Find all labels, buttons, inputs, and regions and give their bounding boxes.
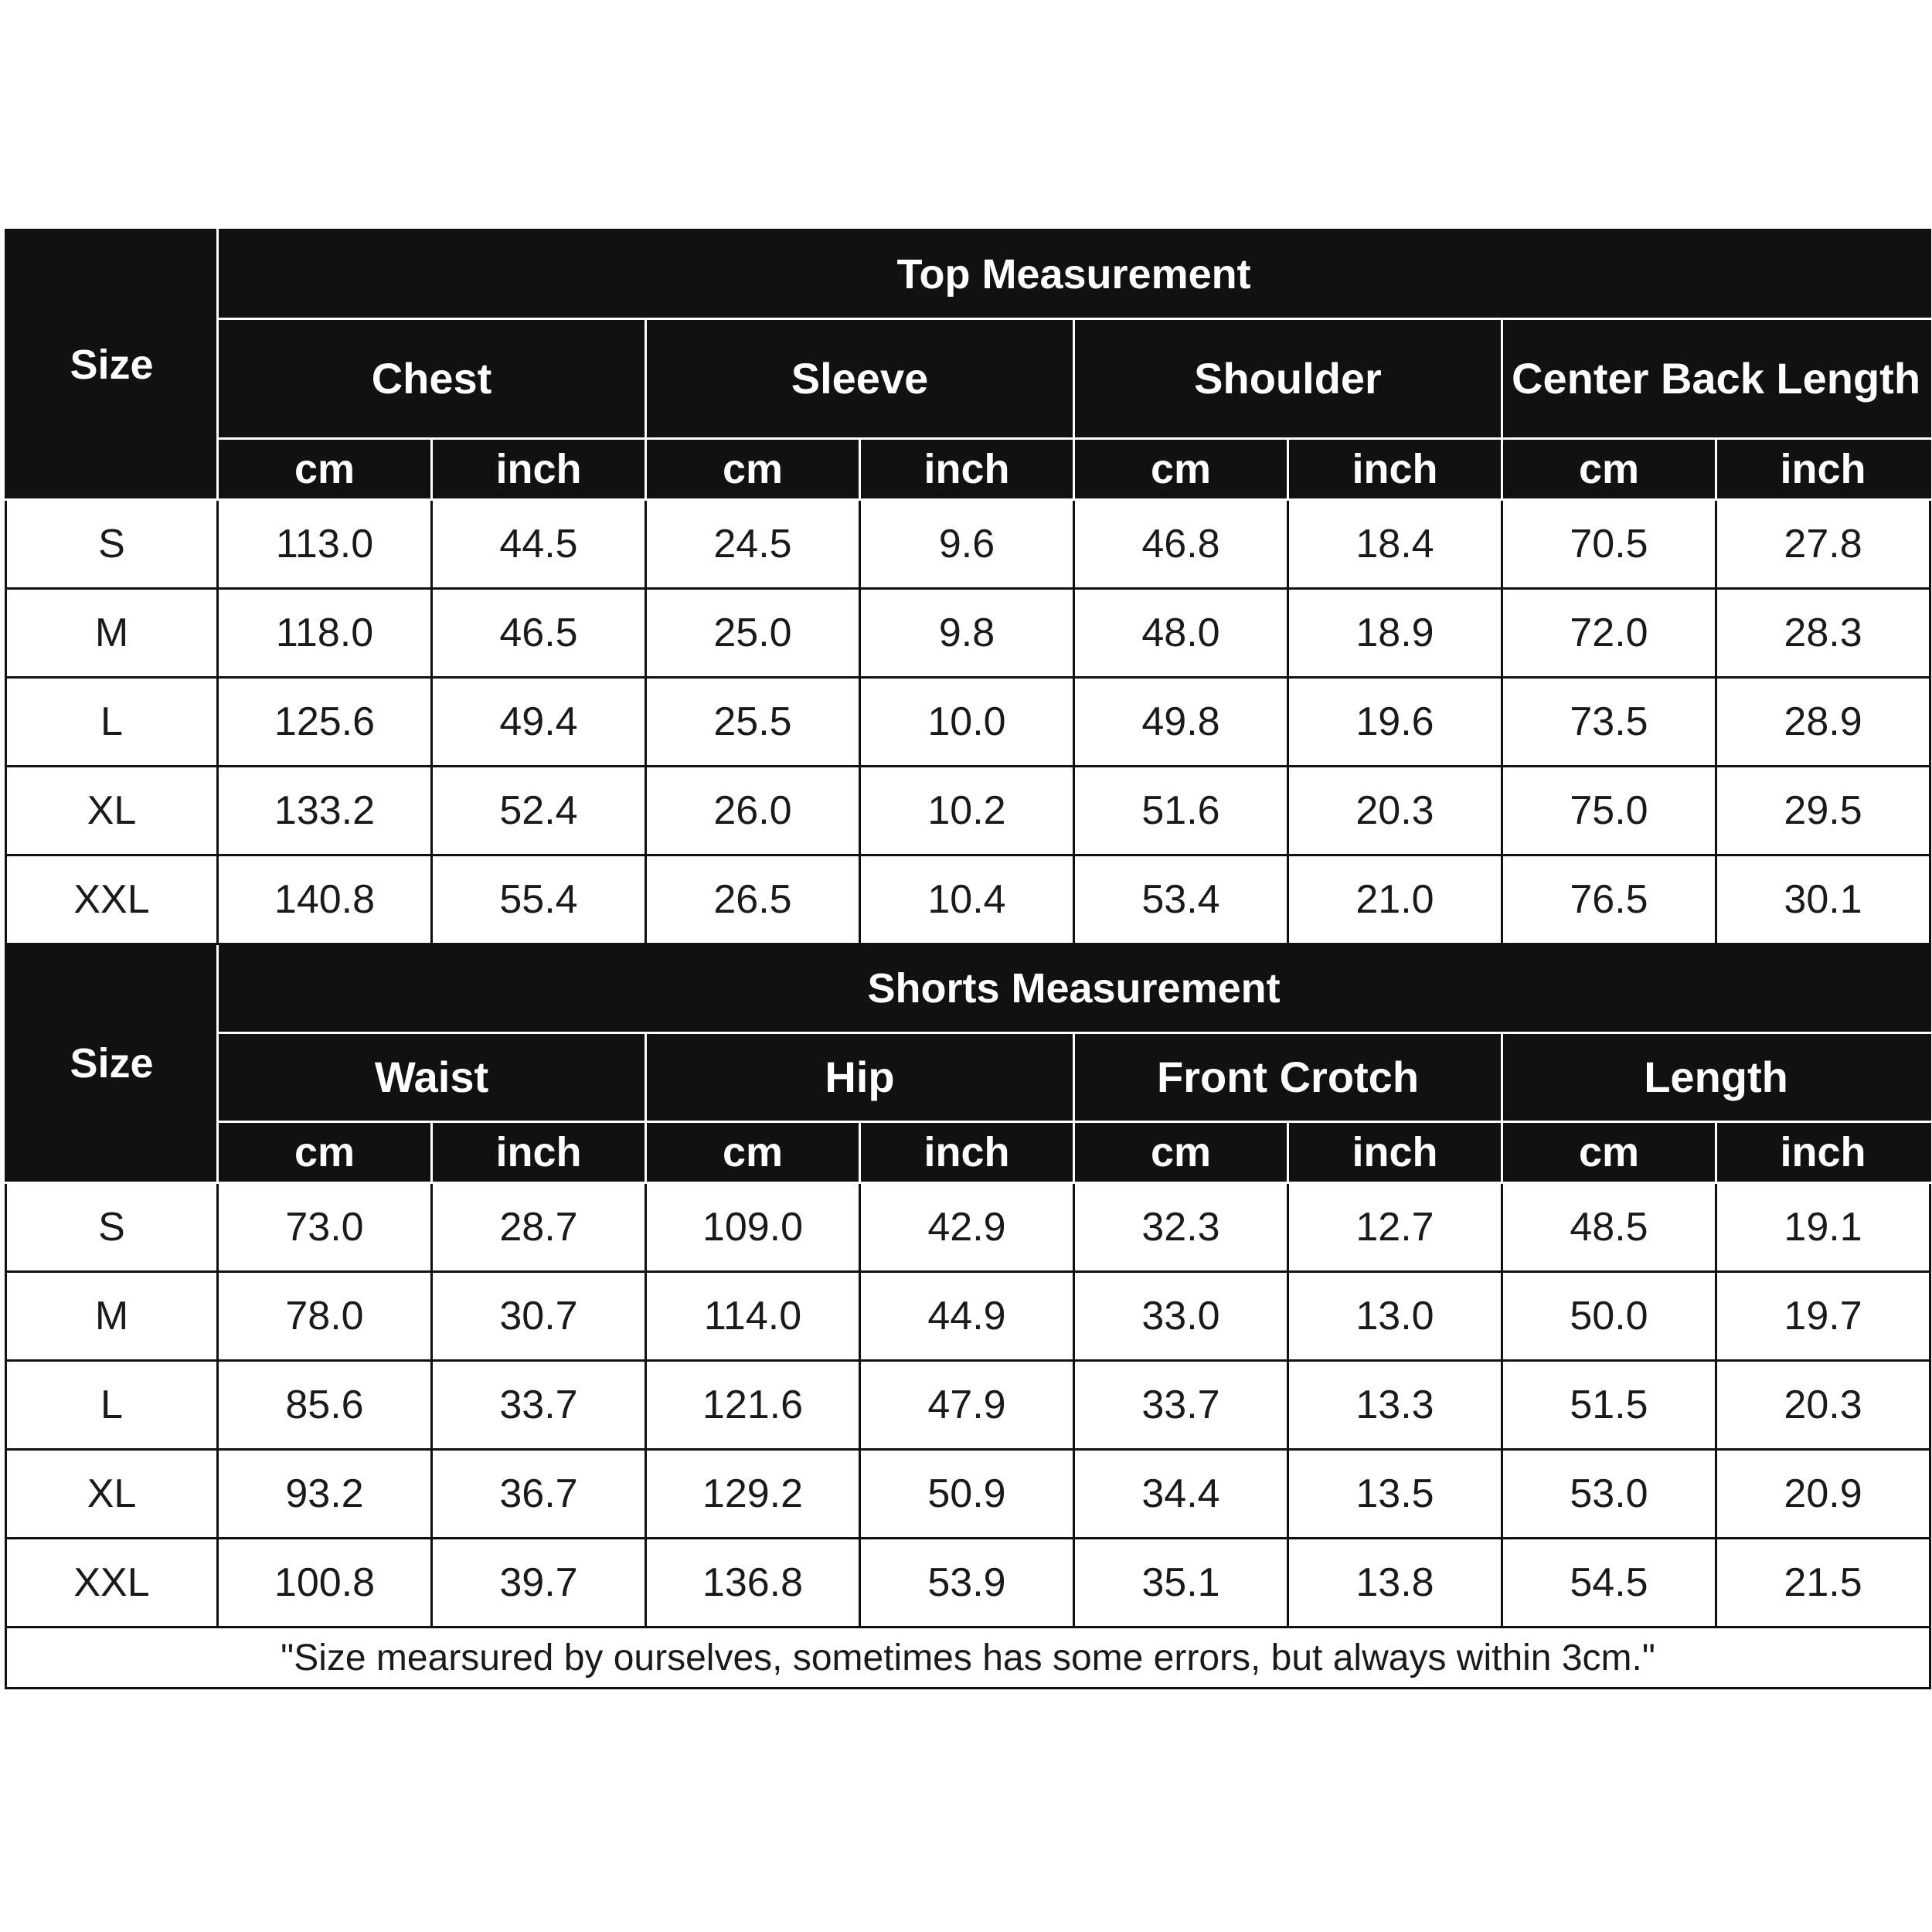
measurement-value: 30.1 [1716,855,1930,944]
measurement-note: "Size mearsured by ourselves, sometimes has some errors, but always within 3cm." [6,1628,1930,1689]
measurement-value: 109.0 [646,1183,860,1272]
shorts-measurement-section [6,944,1930,1183]
shorts-group-header: Hip [646,1033,1074,1122]
top-unit-header: inch [1288,439,1502,500]
size-label: XXL [6,1539,218,1628]
measurement-value: 49.4 [432,678,646,767]
size-chart-table [5,229,1931,1689]
measurement-value: 10.2 [860,767,1074,855]
table-row [6,1361,1930,1450]
shorts-unit-header: inch [432,1122,646,1183]
size-chart [5,229,1929,1689]
measurement-value: 9.6 [860,500,1074,589]
measurement-value: 32.3 [1074,1183,1288,1272]
measurement-value: 54.5 [1502,1539,1716,1628]
measurement-value: 46.5 [432,589,646,678]
measurement-value: 26.0 [646,767,860,855]
size-label: XL [6,767,218,855]
top-measurement-title: Top Measurement [218,230,1930,319]
measurement-value: 19.7 [1716,1272,1930,1361]
measurement-value: 48.0 [1074,589,1288,678]
size-label: S [6,1183,218,1272]
top-units-row [6,439,1930,500]
measurement-value: 36.7 [432,1450,646,1539]
measurement-value: 53.4 [1074,855,1288,944]
measurement-value: 27.8 [1716,500,1930,589]
measurement-value: 25.0 [646,589,860,678]
measurement-value: 33.7 [432,1361,646,1450]
measurement-value: 129.2 [646,1450,860,1539]
measurement-value: 76.5 [1502,855,1716,944]
measurement-value: 125.6 [218,678,432,767]
measurement-value: 93.2 [218,1450,432,1539]
measurement-value: 13.5 [1288,1450,1502,1539]
table-row [6,500,1930,589]
measurement-value: 28.9 [1716,678,1930,767]
top-unit-header: cm [646,439,860,500]
measurement-value: 20.3 [1716,1361,1930,1450]
measurement-value: 121.6 [646,1361,860,1450]
measurement-value: 136.8 [646,1539,860,1628]
shorts-group-header: Waist [218,1033,646,1122]
top-unit-header: inch [1716,439,1930,500]
measurement-value: 73.0 [218,1183,432,1272]
top-unit-header: cm [1074,439,1288,500]
shorts-unit-header: cm [646,1122,860,1183]
shorts-measurement-rows [6,1183,1930,1628]
top-size-header: Size [6,230,218,500]
size-label: XL [6,1450,218,1539]
measurement-value: 50.0 [1502,1272,1716,1361]
size-label: L [6,1361,218,1450]
measurement-value: 70.5 [1502,500,1716,589]
measurement-value: 53.9 [860,1539,1074,1628]
size-label: S [6,500,218,589]
top-group-header: Chest [218,319,646,439]
measurement-value: 12.7 [1288,1183,1502,1272]
measurement-value: 140.8 [218,855,432,944]
measurement-value: 21.0 [1288,855,1502,944]
shorts-unit-header: inch [860,1122,1074,1183]
measurement-value: 114.0 [646,1272,860,1361]
measurement-value: 49.8 [1074,678,1288,767]
top-unit-header: cm [1502,439,1716,500]
measurement-value: 28.3 [1716,589,1930,678]
shorts-unit-header: inch [1716,1122,1930,1183]
top-measurement-section [6,230,1930,500]
table-row [6,1272,1930,1361]
measurement-value: 47.9 [860,1361,1074,1450]
shorts-unit-header: cm [1502,1122,1716,1183]
measurement-value: 9.8 [860,589,1074,678]
measurement-value: 42.9 [860,1183,1074,1272]
measurement-value: 72.0 [1502,589,1716,678]
measurement-value: 20.3 [1288,767,1502,855]
measurement-value: 39.7 [432,1539,646,1628]
measurement-value: 35.1 [1074,1539,1288,1628]
measurement-value: 33.7 [1074,1361,1288,1450]
measurement-value: 44.9 [860,1272,1074,1361]
measurement-value: 10.4 [860,855,1074,944]
measurement-value: 44.5 [432,500,646,589]
measurement-value: 52.4 [432,767,646,855]
measurement-value: 133.2 [218,767,432,855]
measurement-value: 53.0 [1502,1450,1716,1539]
table-row [6,1183,1930,1272]
table-row [6,1450,1930,1539]
table-row [6,678,1930,767]
measurement-value: 26.5 [646,855,860,944]
top-group-header: Sleeve [646,319,1074,439]
size-label: L [6,678,218,767]
top-measurement-rows [6,500,1930,944]
measurement-value: 30.7 [432,1272,646,1361]
size-label: XXL [6,855,218,944]
measurement-value: 18.9 [1288,589,1502,678]
top-group-header: Shoulder [1074,319,1502,439]
shorts-unit-header: inch [1288,1122,1502,1183]
measurement-value: 55.4 [432,855,646,944]
measurement-value: 24.5 [646,500,860,589]
measurement-value: 51.6 [1074,767,1288,855]
table-row [6,767,1930,855]
top-unit-header: inch [432,439,646,500]
measurement-value: 25.5 [646,678,860,767]
measurement-value: 13.8 [1288,1539,1502,1628]
measurement-value: 73.5 [1502,678,1716,767]
measurement-value: 75.0 [1502,767,1716,855]
measurement-value: 100.8 [218,1539,432,1628]
measurement-value: 18.4 [1288,500,1502,589]
measurement-value: 28.7 [432,1183,646,1272]
measurement-value: 20.9 [1716,1450,1930,1539]
table-row [6,589,1930,678]
measurement-value: 46.8 [1074,500,1288,589]
shorts-unit-header: cm [218,1122,432,1183]
measurement-value: 113.0 [218,500,432,589]
shorts-measurement-title: Shorts Measurement [218,944,1930,1033]
measurement-value: 13.0 [1288,1272,1502,1361]
measurement-value: 50.9 [860,1450,1074,1539]
top-unit-header: cm [218,439,432,500]
size-label: M [6,1272,218,1361]
measurement-value: 29.5 [1716,767,1930,855]
measurement-value: 19.6 [1288,678,1502,767]
measurement-value: 21.5 [1716,1539,1930,1628]
measurement-value: 118.0 [218,589,432,678]
top-unit-header: inch [860,439,1074,500]
shorts-size-header: Size [6,944,218,1183]
measurement-value: 33.0 [1074,1272,1288,1361]
measurement-value: 78.0 [218,1272,432,1361]
top-group-header: Center Back Length [1502,319,1930,439]
shorts-group-header: Length [1502,1033,1930,1122]
measurement-value: 51.5 [1502,1361,1716,1450]
measurement-value: 13.3 [1288,1361,1502,1450]
table-row [6,855,1930,944]
measurement-value: 34.4 [1074,1450,1288,1539]
shorts-units-row [6,1122,1930,1183]
measurement-value: 19.1 [1716,1183,1930,1272]
shorts-unit-header: cm [1074,1122,1288,1183]
measurement-value: 48.5 [1502,1183,1716,1272]
measurement-value: 10.0 [860,678,1074,767]
measurement-value: 85.6 [218,1361,432,1450]
table-row [6,1539,1930,1628]
shorts-group-header: Front Crotch [1074,1033,1502,1122]
size-label: M [6,589,218,678]
